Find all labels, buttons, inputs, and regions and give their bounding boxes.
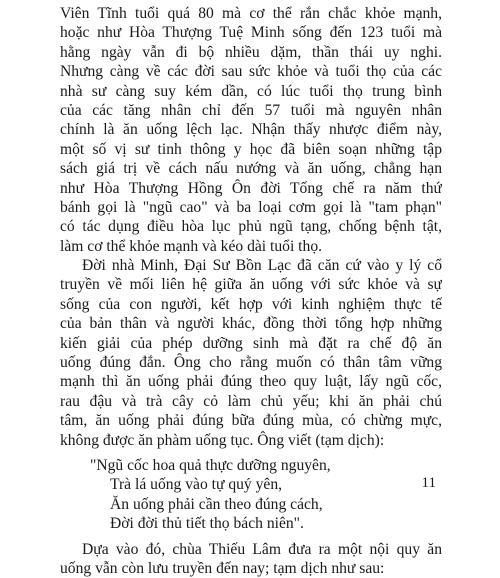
text-line: chính là ăn uống lệch lạc. Nhận thấy nhược điểm này, [60, 121, 442, 139]
verse-quote [60, 456, 442, 534]
text-line: sách giá trị về cách nấu nướng và ăn uống, chẳng hạn [60, 160, 442, 178]
text-line: như Hòa Thượng Hồng Ôn đời Tống chế ra năm thứ [60, 179, 442, 197]
text-line: sống của con người, kết hợp với kinh nghiệm thực tế [60, 295, 442, 313]
text-line: của bản thân và người khác, đồng thời tổng hợp những [60, 315, 442, 333]
text-line: uống vẫn còn lưu truyền đến nay; tạm dịch như sau: [60, 559, 385, 577]
text-line: truyền về mối liên hệ giữa ăn uống với sức khỏe và sự [60, 276, 442, 294]
text-line: hằng ngày vẫn đi bộ nhiều dặm, thần thái uy nghi. [60, 43, 442, 61]
text-line: tâm, ăn uống phải đúng bữa đúng mùa, có chừng mực, [60, 412, 442, 430]
text-line: uống đúng đắn. Ông cho rằng muốn có thân tâm vững [60, 354, 442, 372]
text-line: có tác dụng điều hòa lục phủ ngũ tạng, chống bệnh tật, [60, 218, 442, 236]
verse-line: Trà lá uống vào tự quý yên, [110, 476, 283, 494]
text-line: của các tăng nhân chỉ đến 57 tuổi mà nguyên nhân [60, 101, 442, 119]
text-line: Đời nhà Minh, Đại Sư Bồn Lạc đã căn cứ vào y lý cổ [82, 257, 442, 275]
page-number: 11 [421, 475, 436, 491]
verse-line: "Ngũ cốc hoa quả thực dưỡng nguyên, [90, 456, 331, 474]
paragraph-3 [60, 540, 442, 578]
text-line: không được ăn phàm uống tục. Ông viết (tạm dịch): [60, 431, 385, 449]
text-line: mạnh thì ăn uống phải đúng theo quy luật, lấy ngũ cốc, [60, 373, 442, 391]
text-line: làm cơ thể khỏe mạnh và kéo dài tuổi thọ. [60, 237, 323, 255]
text-line: Dựa vào đó, chùa Thiếu Lâm đưa ra một nội quy ăn [82, 540, 442, 558]
text-line: rau đậu và trà cây cỏ làm chủ yếu; khi ăn phải chú [60, 392, 442, 410]
text-line: kiến giải của phép dưỡng sinh mà đặt ra chế độ ăn [60, 334, 442, 352]
text-line: bánh gọi là "ngũ cao" và ba loại cơm gọi là "tam phạn" [60, 198, 442, 216]
text-line: một số vị sư tinh thông y học đã biên soạn những tập [60, 140, 442, 158]
text-line: hoặc như Hòa Thượng Tuệ Minh sống đến 123 tuổi mà [60, 24, 442, 42]
text-line: nhà sư càng suy kém dần, có lúc tuổi thọ trung bình [60, 82, 442, 100]
verse-line: Đời đời thủ tiết thọ bách niên". [110, 515, 304, 533]
verse-line: Ăn uống phải cần theo đúng cách, [110, 495, 323, 513]
text-line: Nhưng càng về các đời sau sức khỏe và tuổi thọ của các [60, 63, 442, 81]
paragraph-1 [60, 4, 442, 256]
paragraph-2 [60, 256, 442, 450]
text-line: Viên Tĩnh tuổi quá 80 mà cơ thể rắn chắc khỏe mạnh, [60, 5, 442, 22]
